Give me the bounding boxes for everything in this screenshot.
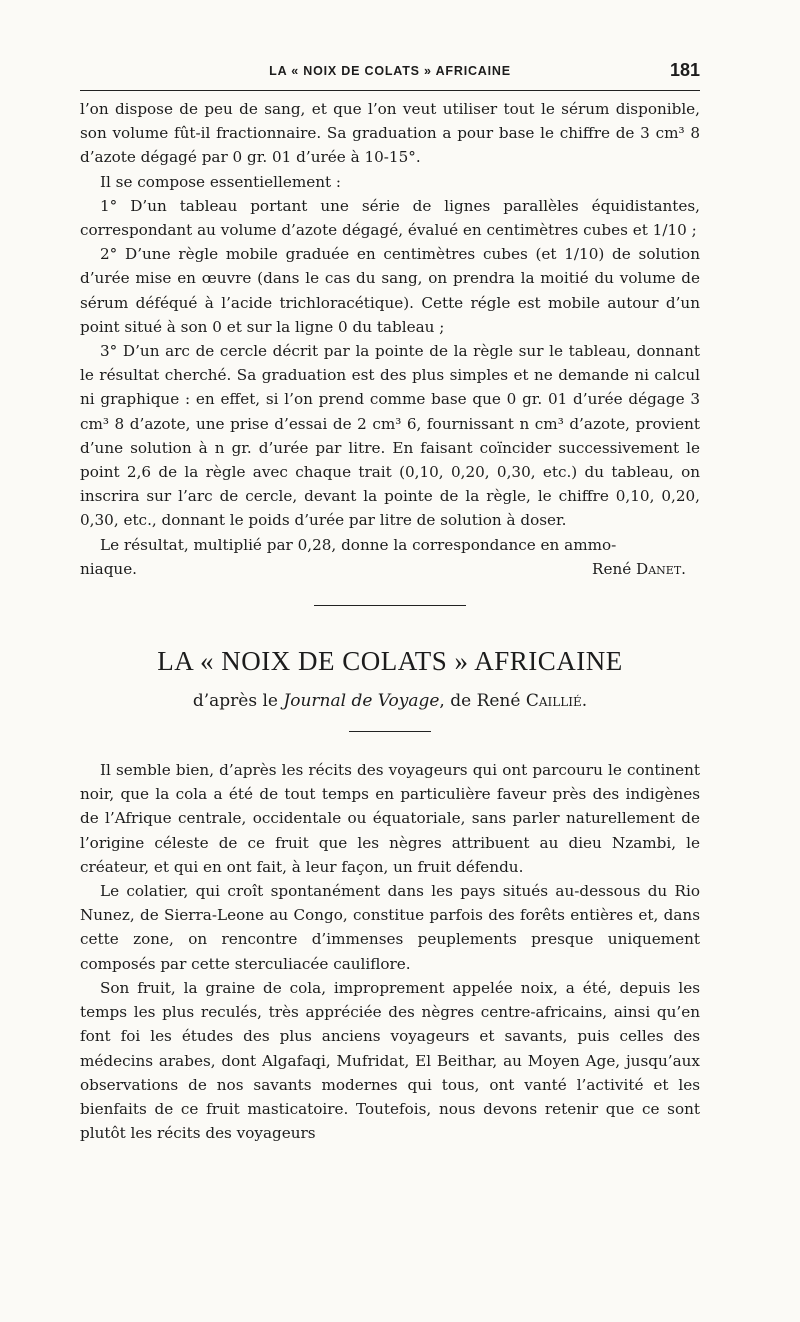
article-paragraph-1: Il semble bien, d’après les récits des voyageurs qui ont parcouru le continent noir, que la cola a été de tout temps en particulière faveur près des indigènes de l’Afrique centrale, occidentale ou équatoriale, sans parler naturellement de l’origine céleste de ce fruit que les nègres attribuent au dieu Nzambi, le créateur, et qui en ont fait, à leur façon, un fruit défendu. [80,761,700,876]
subtitle-journal: Journal de Voyage [283,691,440,712]
running-title: LA « NOIX DE COLATS » AFRICAINE [269,64,511,78]
subtitle-author: Caillié. [525,691,588,712]
continued-section [80,97,700,581]
signature-last-name: Danet. [636,559,686,578]
paragraph-result-end: niaque. [80,559,138,578]
article-subtitle [80,691,700,711]
article-body [80,758,700,1145]
article-paragraph-3: Son fruit, la graine de cola, improprement appelée noix, a été, depuis les temps les plus reculés, très appréciée des nègres centre-africains, ainsi qu’en font foi les études des plus anciens voyageurs et savants, puis celles des médecins arabes, dont Algafaqi, Mufridat, El Beithar, au Moyen Age, jusqu’aux observations de nos savants modernes qui tous, ont vanté l’activité et les bienfaits de ce fruit masticatoire. Toutefois, nous devons retenir que ce sont plutôt les récits des voyageurs [80,978,700,1143]
paragraph-item-3: 3° D’un arc de cercle décrit par la pointe de la règle sur le tableau, donnant le résultat cherché. Sa graduation est des plus simples et ne demande ni calcul ni graphique : en effet, si l’on prend comme base que 0 gr. 01 d’urée dégage 3 cm³ 8 d’azote, une prise d’essai de 2 cm³ 6, fournissant n cm³ d’azote, provient d’une solution à n gr. d’urée par litre. En faisant coïncider successivement le point 2,6 de la règle avec chaque trait (0,10, 0,20, 0,30, etc.) du tableau, on inscrira sur l’arc de cercle, devant la pointe de la règle, le chiffre 0,10, 0,20, 0,30, etc., donnant le poids d’urée par litre de solution à doser. [80,342,700,530]
paragraph-continued: l’on dispose de peu de sang, et que l’on veut utiliser tout le sérum disponible, son volume fût-il fractionnaire. Sa graduation a pour base le chiffre de 3 cm³ 8 d’azote dégagé par 0 gr. 01 d’urée à 10-15°. [80,100,700,167]
article-title: LA « NOIX DE COLATS » AFRICAINE [157,646,623,677]
page-number: 181 [669,60,700,80]
paragraph-item-2: 2° D’une règle mobile graduée en centimètres cubes (et 1/10) de solution d’urée mise en œuvre (dans le cas du sang, on prendra la moitié du volume de sérum déféqué à l’acide trichloracétique). Cette régle est mobile autour d’un point situé à son 0 et sur la ligne 0 du tableau ; [80,245,700,336]
section-divider [314,605,466,606]
subtitle-prefix: d’après le [192,691,278,712]
paragraph-result: Le résultat, multiplié par 0,28, donne la correspondance en ammo- [100,535,617,554]
subtitle-mid: , de René [439,691,521,712]
signature-line [80,557,700,581]
page-header [80,60,700,91]
signature-first-name: René [592,559,632,578]
paragraph-item-1: 1° D’un tableau portant une série de lignes parallèles équidistantes, correspondant au volume d’azote dégagé, évalué en centimètres cubes et 1/10 ; [80,196,700,240]
document-page [80,60,700,1145]
title-divider [349,731,431,732]
article-paragraph-2: Le colatier, qui croît spontanément dans les pays situés au-dessous du Rio Nunez, de Sierra-Leone au Congo, constitue parfois des forêts entières et, dans cette zone, on rencontre d’immenses peuplements presque uniquement composés par cette sterculiacée cauliflore. [80,882,700,973]
paragraph-composition: Il se compose essentiellement : [100,172,342,191]
author-signature [592,557,686,581]
